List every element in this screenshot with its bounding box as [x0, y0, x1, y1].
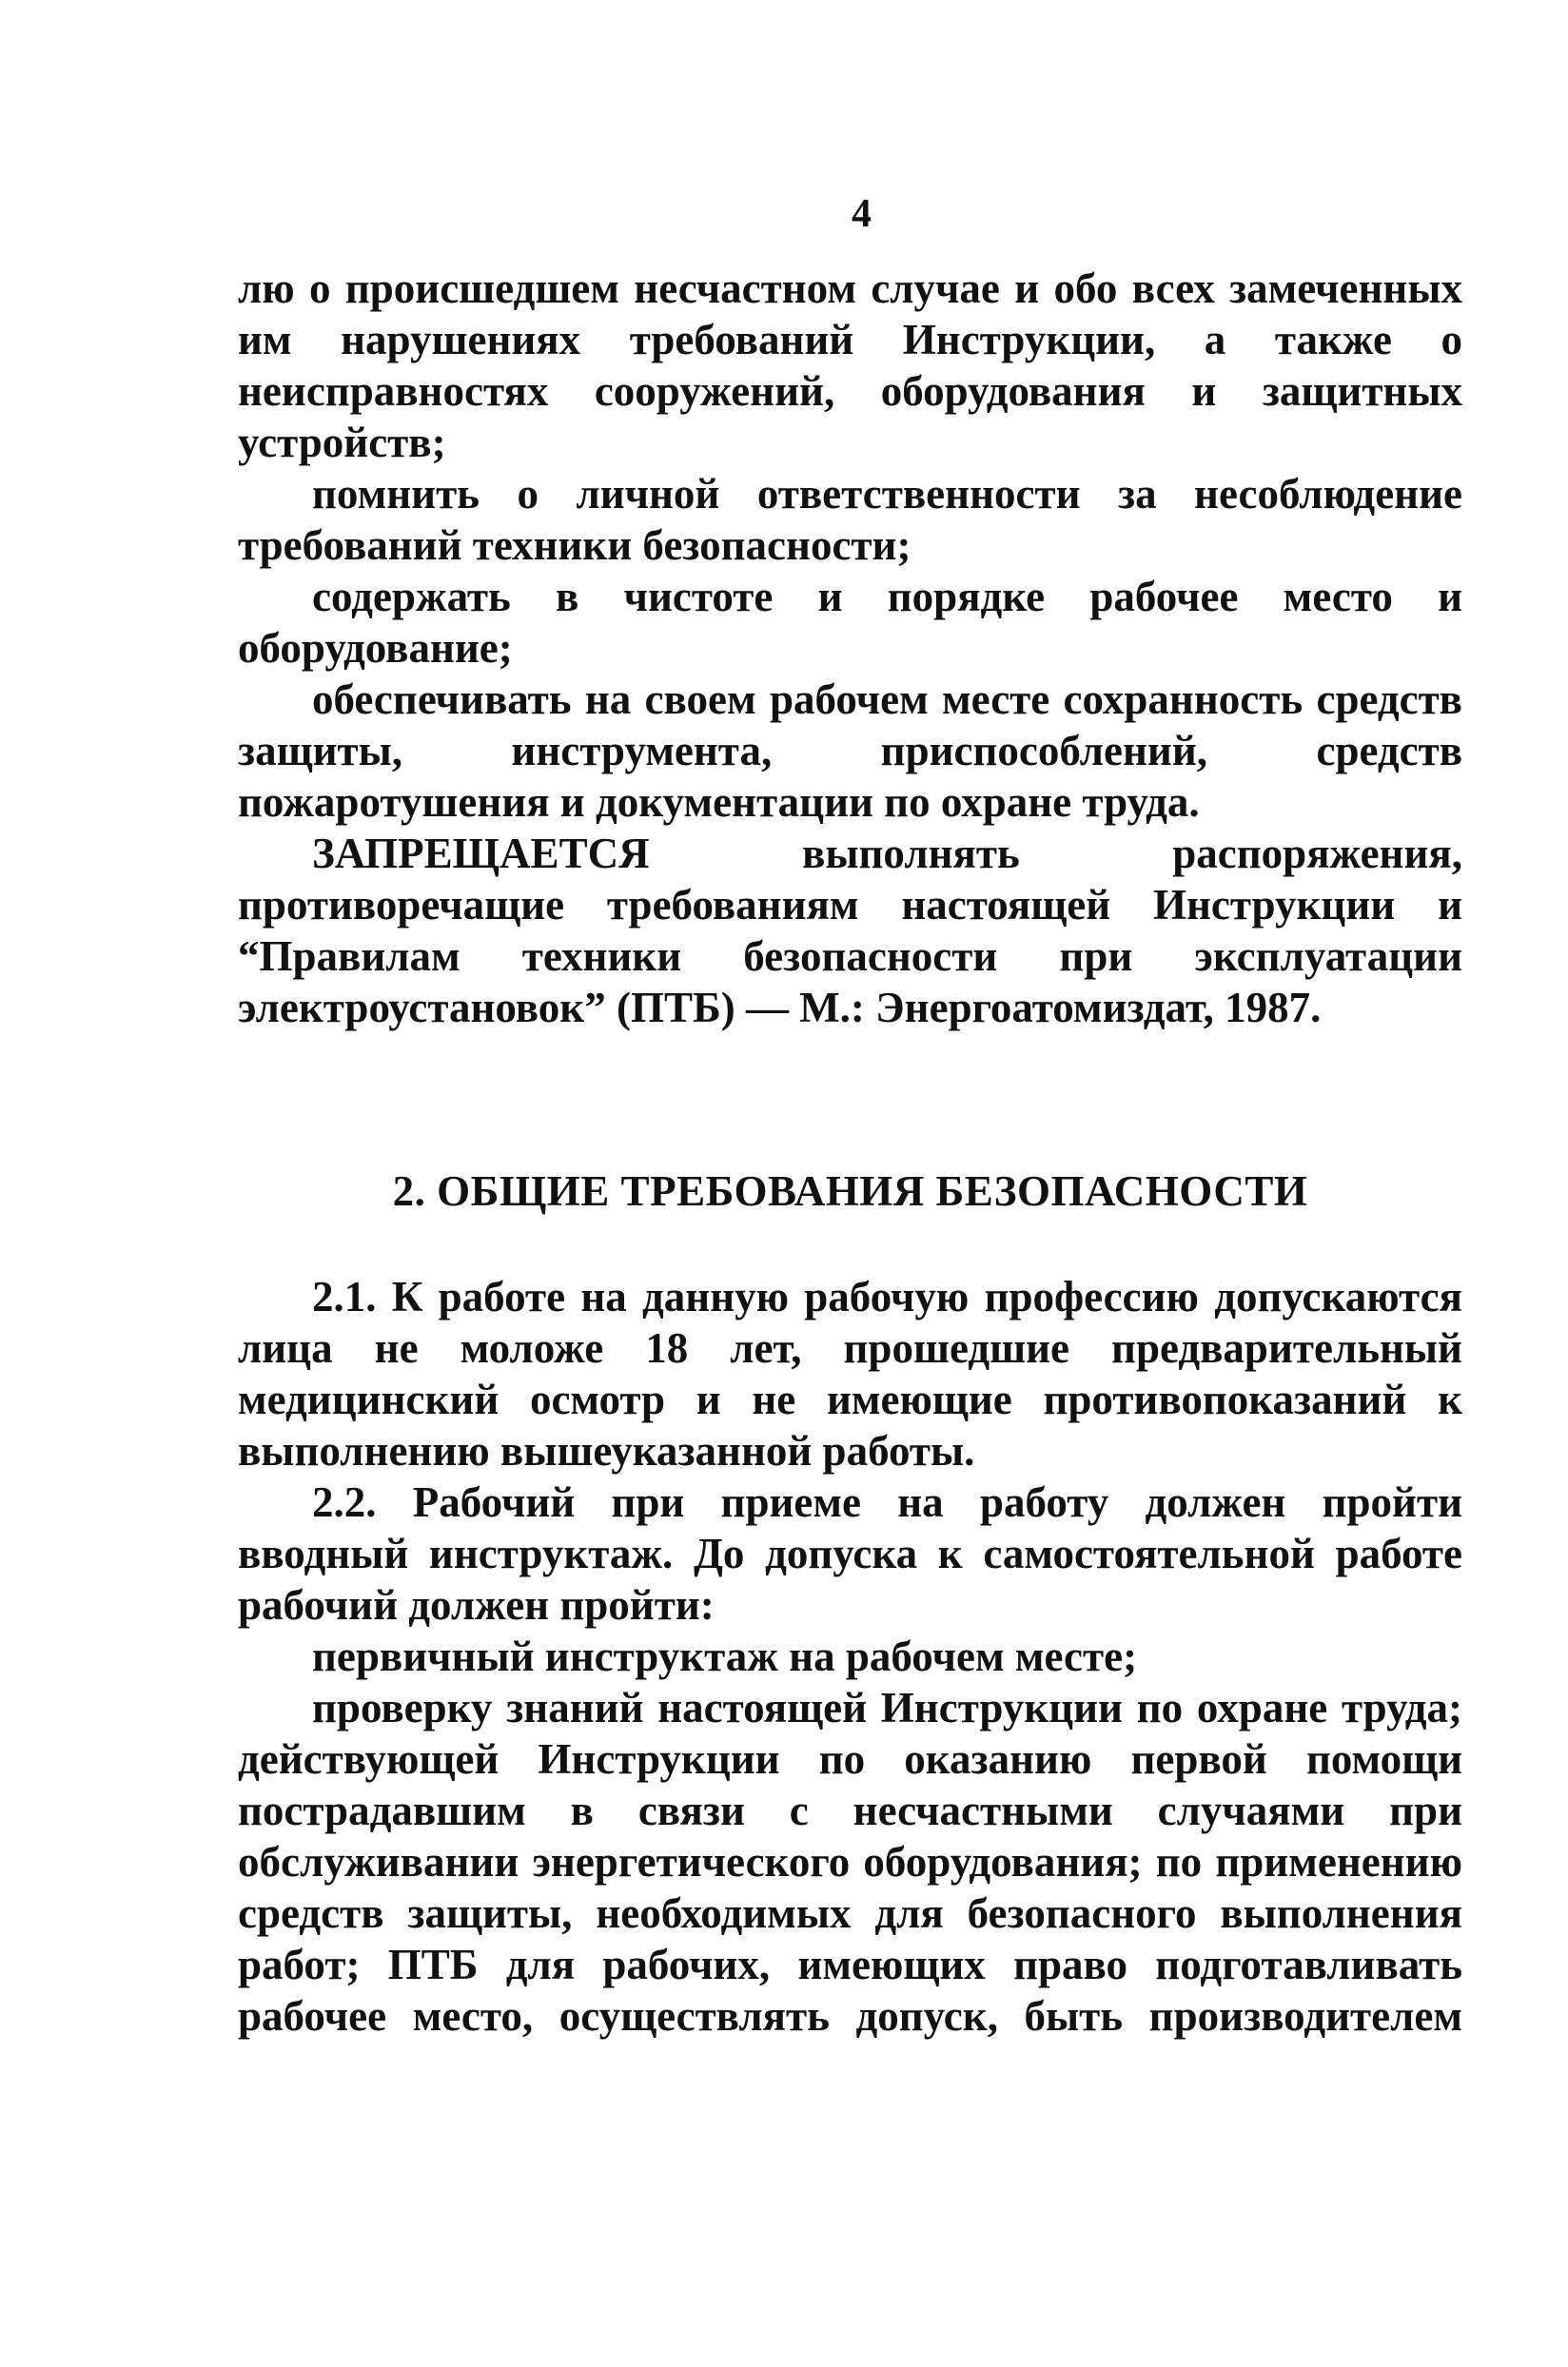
- section1-text: [238, 263, 1462, 1033]
- paragraph: первичный инструктаж на рабочем месте;: [312, 1633, 1138, 1680]
- paragraph: 2.2. Рабочий при приеме на работу должен пройти вводный инструктаж. До допуска к самостоятельной работе рабочий должен пройти:: [238, 1478, 1462, 1629]
- paragraph: проверку знаний настоящей Инструкции по охране труда; действующей Инструкции по оказанию первой помощи пострадавшим в связи с несчастными случаями при обслуживании энергетического оборудования; по применению средств защиты, необходимых для безопасного выполнения работ; ПТБ для рабочих, имеющих право подготавливать рабочее место, осуществлять допуск, быть производителем: [238, 1684, 1462, 2040]
- section-heading: 2. ОБЩИЕ ТРЕБОВАНИЯ БЕЗОПАСНОСТИ: [392, 1167, 1308, 1215]
- paragraph: обеспечивать на своем рабочем месте сохранность средств защиты, инструмента, приспособлений, средств пожаротушения и документации по охране труда.: [238, 675, 1462, 826]
- section2-text: [238, 1271, 1462, 2042]
- paragraph: ЗАПРЕЩАЕТСЯ выполнять распоряжения, противоречащие требованиям настоящей Инструкции и “Правилам техники безопасности при эксплуатации электроустановок” (ПТБ) — М.: Энергоатомиздат, 1987.: [238, 830, 1462, 1031]
- page-number: 4: [852, 192, 872, 236]
- paragraph: лю о происшедшем несчастном случае и обо всех замеченных им нарушениях требований Инструкции, а также о неисправностях сооружений, оборудования и защитных устройств;: [238, 264, 1462, 466]
- paragraph: помнить о личной ответственности за несоблюдение требований техники безопасности;: [238, 470, 1462, 569]
- paragraph: содержать в чистоте и порядке рабочее место и оборудование;: [238, 573, 1462, 672]
- paragraph: 2.1. К работе на данную рабочую профессию допускаются лица не моложе 18 лет, прошедшие предварительный медицинский осмотр и не имеющие противопоказаний к выполнению вышеуказанной работы.: [238, 1273, 1462, 1475]
